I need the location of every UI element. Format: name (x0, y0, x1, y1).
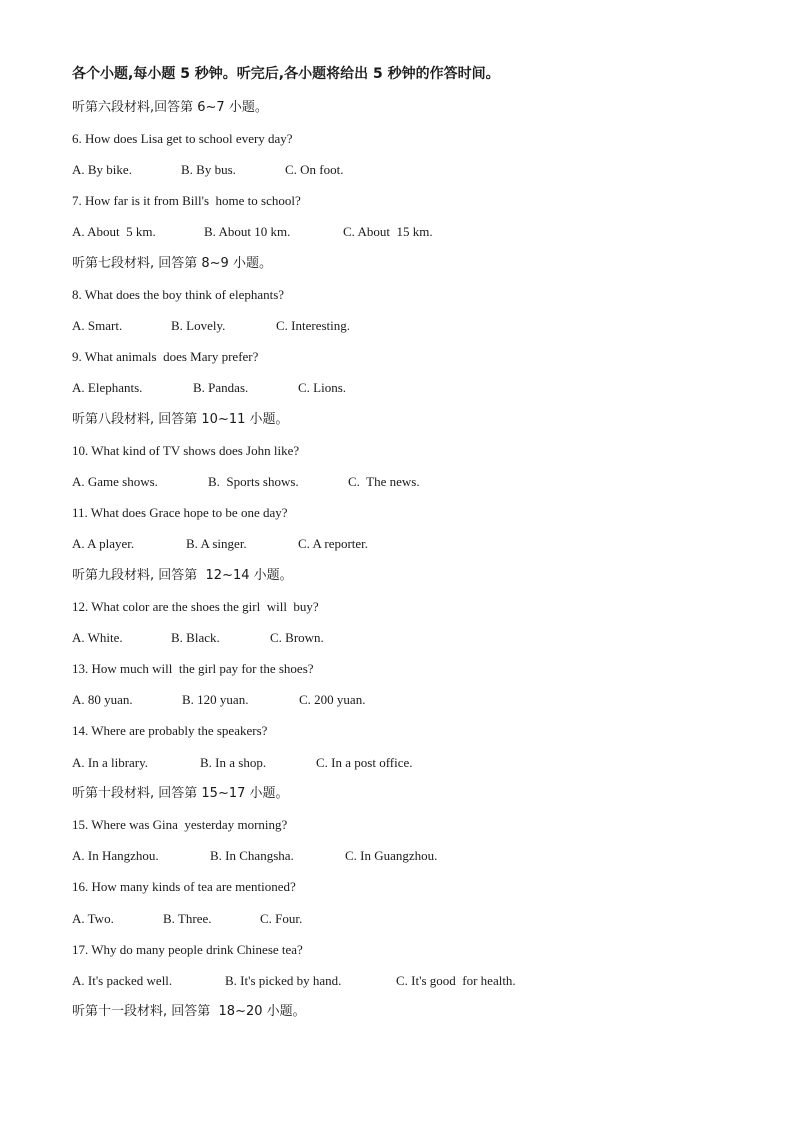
option-a: A. About 5 km. (72, 224, 156, 239)
question-text: 6. How does Lisa get to school every day? (72, 131, 293, 146)
option-c: C. It's good for health. (396, 973, 516, 988)
option-c: C. The news. (348, 474, 420, 489)
section-heading: 听第七段材料, 回答第 8~9 小题。 (72, 256, 272, 271)
option-c: C. Lions. (298, 380, 347, 395)
option-a: A. Elephants. (72, 380, 143, 395)
option-c: C. Brown. (270, 630, 324, 645)
option-c: C. A reporter. (298, 536, 369, 551)
question-text: 14. Where are probably the speakers? (72, 723, 268, 738)
option-b: B. Three. (163, 911, 212, 926)
option-b: B. Sports shows. (208, 474, 299, 489)
question-text: 7. How far is it from Bill's home to school? (72, 193, 301, 208)
option-b: B. Pandas. (193, 380, 249, 395)
option-a: A. Game shows. (72, 474, 158, 489)
option-c: C. Interesting. (276, 318, 351, 333)
option-c: C. In a post office. (316, 755, 413, 770)
section-heading: 听第九段材料, 回答第 12~14 小题。 (72, 568, 293, 583)
option-b: B. Black. (171, 630, 220, 645)
option-c: C. In Guangzhou. (345, 848, 438, 863)
option-c: C. On foot. (285, 162, 344, 177)
option-c: C. 200 yuan. (299, 692, 366, 707)
option-b: B. About 10 km. (204, 224, 291, 239)
option-b: B. It's picked by hand. (225, 973, 342, 988)
option-a: A. Two. (72, 911, 114, 926)
option-a: A. White. (72, 630, 123, 645)
question-text: 10. What kind of TV shows does John like? (72, 443, 300, 458)
option-a: A. In a library. (72, 755, 149, 770)
question-text: 11. What does Grace hope to be one day? (72, 505, 288, 520)
question-text: 15. Where was Gina yesterday morning? (72, 817, 288, 832)
option-a: A. A player. (72, 536, 135, 551)
option-a: A. 80 yuan. (72, 692, 133, 707)
section-heading: 听第十段材料, 回答第 15~17 小题。 (72, 786, 289, 801)
option-b: B. In Changsha. (210, 848, 294, 863)
question-text: 16. How many kinds of tea are mentioned? (72, 879, 296, 894)
question-text: 13. How much will the girl pay for the shoes? (72, 661, 314, 676)
option-c: C. Four. (260, 911, 303, 926)
question-text: 17. Why do many people drink Chinese tea? (72, 942, 303, 957)
option-a: A. By bike. (72, 162, 132, 177)
section-heading: 听第十一段材料, 回答第 18~20 小题。 (72, 1004, 306, 1019)
instructions-text: 各个小题,每小题 5 秒钟。听完后,各小题将给出 5 秒钟的作答时间。 (72, 66, 500, 82)
option-b: B. In a shop. (200, 755, 267, 770)
option-b: B. Lovely. (171, 318, 226, 333)
option-b: B. By bus. (181, 162, 236, 177)
option-a: A. Smart. (72, 318, 123, 333)
question-text: 12. What color are the shoes the girl will buy? (72, 599, 319, 614)
option-a: A. In Hangzhou. (72, 848, 159, 863)
section-heading: 听第八段材料, 回答第 10~11 小题。 (72, 412, 289, 427)
option-c: C. About 15 km. (343, 224, 433, 239)
section-heading: 听第六段材料,回答第 6~7 小题。 (72, 100, 268, 115)
option-b: B. 120 yuan. (182, 692, 249, 707)
question-text: 8. What does the boy think of elephants? (72, 287, 285, 302)
question-text: 9. What animals does Mary prefer? (72, 349, 259, 364)
option-a: A. It's packed well. (72, 973, 173, 988)
option-b: B. A singer. (186, 536, 247, 551)
